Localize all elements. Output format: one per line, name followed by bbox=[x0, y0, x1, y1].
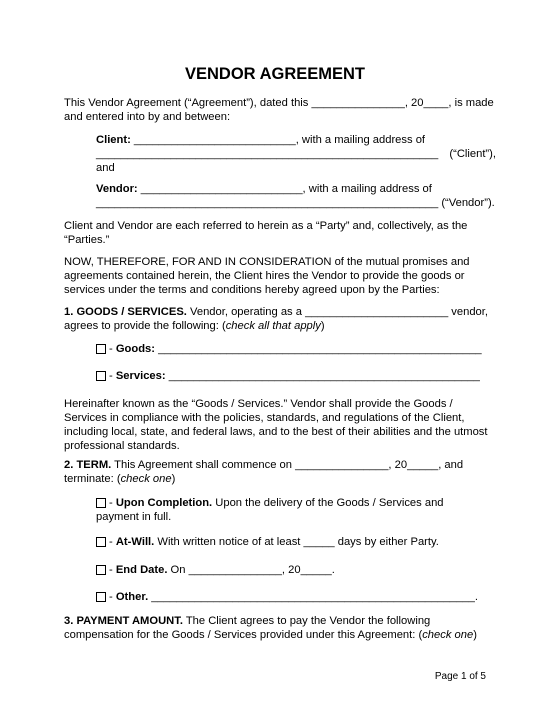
vendor-line bbox=[96, 182, 496, 196]
goods-label: Goods: bbox=[115, 343, 155, 355]
goods-dash: - bbox=[109, 343, 116, 355]
intro-paragraph: This Vendor Agreement (“Agreement”), dated this _______________, 20____, is made and entered into by and between: bbox=[64, 97, 497, 123]
section-goods-services bbox=[64, 305, 494, 333]
section1-instruction: check all that apply bbox=[225, 320, 321, 332]
section-payment bbox=[64, 614, 494, 642]
term-option-completion bbox=[96, 496, 488, 524]
page-title: VENDOR AGREEMENT bbox=[185, 65, 365, 83]
section1-close: ) bbox=[320, 320, 325, 332]
client-label: Client: bbox=[96, 134, 131, 146]
completion-checkbox[interactable] bbox=[96, 498, 106, 508]
client-suffix: (“Client”), bbox=[449, 148, 496, 160]
other-label: Other. bbox=[115, 591, 149, 603]
goods-checkbox[interactable] bbox=[96, 344, 106, 354]
section2-text: This Agreement shall commence on _______________, 20_____, and terminate: ( bbox=[64, 459, 467, 485]
other-field[interactable]: ____________________________________________________. bbox=[148, 591, 478, 603]
client-line bbox=[96, 133, 496, 147]
client-address-field[interactable]: _______________________________________________________ bbox=[96, 148, 439, 160]
term-option-end-date bbox=[96, 563, 488, 577]
section3-text: The Client agrees to pay the Vendor the following compensation for the Goods / Services provided under this Agreement: ( bbox=[64, 615, 434, 641]
client-name-field[interactable]: __________________________, with a mailing address of bbox=[130, 134, 426, 146]
parties-paragraph: Client and Vendor are each referred to herein as a “Party” and, collectively, as the “Parties.” bbox=[64, 220, 471, 246]
goods-field[interactable]: ____________________________________________________ bbox=[155, 343, 482, 355]
at-will-text[interactable]: With written notice of at least _____ days by either Party. bbox=[154, 536, 439, 548]
services-option bbox=[96, 369, 488, 383]
at-will-dash: - bbox=[109, 536, 116, 548]
other-checkbox[interactable] bbox=[96, 592, 106, 602]
term-option-at-will bbox=[96, 535, 488, 549]
vendor-name-field[interactable]: __________________________, with a mailing address of bbox=[137, 183, 432, 195]
services-field[interactable]: __________________________________________________ bbox=[165, 370, 480, 382]
completion-dash: - bbox=[109, 497, 116, 509]
section2-close: ) bbox=[171, 473, 176, 485]
page-number: Page 1 of 5 bbox=[434, 671, 486, 682]
section1-heading: 1. GOODS / SERVICES. bbox=[64, 306, 187, 318]
end-date-dash: - bbox=[109, 564, 116, 576]
services-label: Services: bbox=[115, 370, 166, 382]
client-address-line bbox=[96, 147, 496, 161]
section3-instruction: check one bbox=[422, 629, 474, 641]
section3-heading: 3. PAYMENT AMOUNT. bbox=[64, 615, 183, 627]
completion-text: Upon the delivery of the Goods / Services and payment in full. bbox=[96, 497, 447, 523]
at-will-label: At-Will. bbox=[115, 536, 155, 548]
term-option-other bbox=[96, 590, 488, 604]
end-date-checkbox[interactable] bbox=[96, 565, 106, 575]
section3-close: ) bbox=[473, 629, 477, 641]
section1-text: Vendor, operating as a _______________________ vendor, agrees to provide the following: ( bbox=[64, 306, 492, 332]
end-date-label: End Date. bbox=[115, 564, 168, 576]
vendor-address-line[interactable]: _______________________________________________________ (“Vendor”). bbox=[96, 197, 495, 209]
section-term bbox=[64, 458, 494, 486]
completion-label: Upon Completion. bbox=[115, 497, 213, 509]
hereinafter-paragraph: Hereinafter known as the “Goods / Services.” Vendor shall provide the Goods / Services in compliance with the policies, standards, and regulations of the Client, including local, state, and federal laws, and to the best of their abilities and the utmost professional standards. bbox=[64, 398, 491, 452]
section2-heading: 2. TERM. bbox=[64, 459, 112, 471]
section2-instruction: check one bbox=[120, 473, 172, 485]
end-date-field[interactable]: On _______________, 20_____. bbox=[167, 564, 335, 576]
at-will-checkbox[interactable] bbox=[96, 537, 106, 547]
other-dash: - bbox=[109, 591, 116, 603]
vendor-label: Vendor: bbox=[96, 183, 138, 195]
services-dash: - bbox=[109, 370, 116, 382]
now-therefore-paragraph: NOW, THEREFORE, FOR AND IN CONSIDERATION of the mutual promises and agreements contained herein, the Client hires the Vendor to provide the goods or services under the terms and conditions hereby agreed upon by the Parties: bbox=[64, 256, 473, 296]
and-text: and bbox=[96, 162, 115, 174]
goods-option bbox=[96, 342, 488, 356]
services-checkbox[interactable] bbox=[96, 371, 106, 381]
